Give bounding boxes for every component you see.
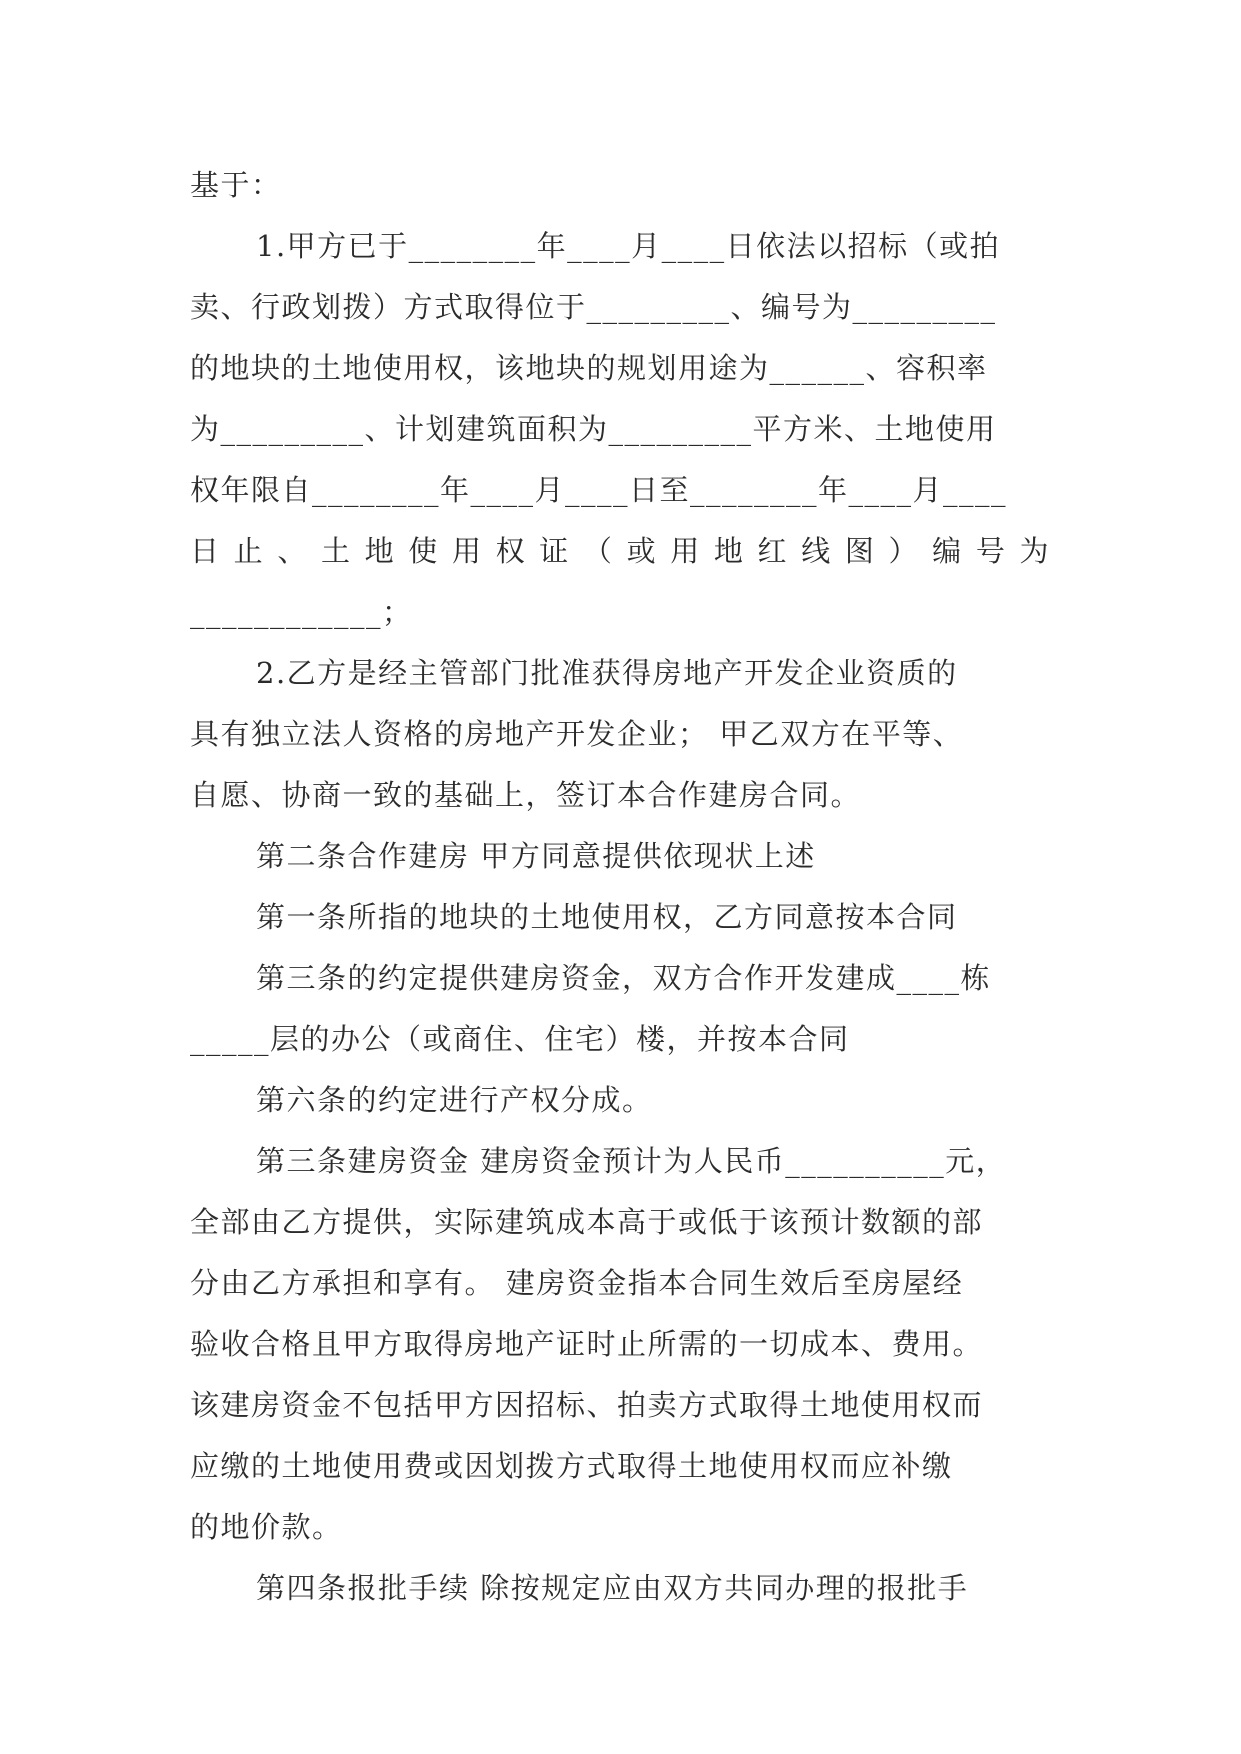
justified-char: 用 xyxy=(451,534,483,568)
justified-char: 编 xyxy=(932,534,963,568)
justified-char: 红 xyxy=(757,534,789,568)
clause-1-line-2: 卖、行政划拨）方式取得位于_________、编号为_________ xyxy=(190,290,997,324)
clause-1-line-5: 权年限自________年____月____日至________年____月____ xyxy=(190,473,1008,507)
clause-2-line-1: 2.乙方是经主管部门批准获得房地产开发企业资质的 xyxy=(256,656,958,690)
justified-char: 使 xyxy=(408,534,439,568)
justified-char: ） xyxy=(888,534,920,568)
article-2-line-3: 第三条的约定提供建房资金，双方合作开发建成____栋 xyxy=(256,961,992,995)
justified-char: 用 xyxy=(670,534,701,568)
clause-2-line-3: 自愿、协商一致的基础上，签订本合作建房合同。 xyxy=(190,778,862,812)
article-2-line-2: 第一条所指的地块的土地使用权，乙方同意按本合同 xyxy=(256,900,958,934)
document-page xyxy=(190,155,1050,1619)
justified-char: 或 xyxy=(626,534,658,568)
clause-1-line-3: 的地块的土地使用权，该地块的规划用途为______、容积率 xyxy=(190,351,988,385)
justified-char: 止 xyxy=(233,534,265,568)
justified-char: 号 xyxy=(975,534,1007,568)
justified-char: 线 xyxy=(801,534,832,568)
justified-char: 权 xyxy=(495,534,527,568)
article-2-line-5: 第六条的约定进行产权分成。 xyxy=(256,1083,653,1117)
article-3-line-6: 应缴的土地使用费或因划拨方式取得土地使用权而应补缴 xyxy=(190,1449,953,1483)
article-3-line-3: 分由乙方承担和享有。 建房资金指本合同生效后至房屋经 xyxy=(190,1266,964,1300)
justified-char: 地 xyxy=(713,534,745,568)
justified-char: （ xyxy=(582,534,614,568)
justified-char: 证 xyxy=(539,534,570,568)
article-3-line-5: 该建房资金不包括甲方因招标、拍卖方式取得土地使用权而 xyxy=(190,1388,984,1422)
justified-char: 图 xyxy=(844,534,876,568)
article-3-line-7: 的地价款。 xyxy=(190,1510,343,1544)
article-3-line-1: 第三条建房资金 建房资金预计为人民币__________元， xyxy=(256,1144,1007,1178)
article-2-line-4: _____层的办公（或商住、住宅）楼，并按本合同 xyxy=(190,1022,850,1056)
justified-char: 、 xyxy=(277,534,308,568)
clause-1-line-4: 为_________、计划建筑面积为_________平方米、土地使用 xyxy=(190,412,997,446)
article-3-line-4: 验收合格且甲方取得房地产证时止所需的一切成本、费用。 xyxy=(190,1327,984,1361)
justified-char: 为 xyxy=(1019,534,1050,568)
clause-2-line-2: 具有独立法人资格的房地产开发企业； 甲乙双方在平等、 xyxy=(190,717,964,751)
paragraph-heading-basis: 基于： xyxy=(190,168,282,202)
clause-1-line-7: ____________； xyxy=(190,595,413,629)
article-2-line-1: 第二条合作建房 甲方同意提供依现状上述 xyxy=(256,839,816,873)
justified-char: 地 xyxy=(364,534,396,568)
clause-1-line-6-justified xyxy=(190,521,1050,582)
clause-1-line-1: 1.甲方已于________年____月____日依法以招标（或拍 xyxy=(256,229,1001,263)
article-3-line-2: 全部由乙方提供，实际建筑成本高于或低于该预计数额的部 xyxy=(190,1205,984,1239)
justified-char: 土 xyxy=(320,534,352,568)
article-4-line-1: 第四条报批手续 除按规定应由双方共同办理的报批手 xyxy=(256,1571,969,1605)
justified-char: 日 xyxy=(190,534,221,568)
